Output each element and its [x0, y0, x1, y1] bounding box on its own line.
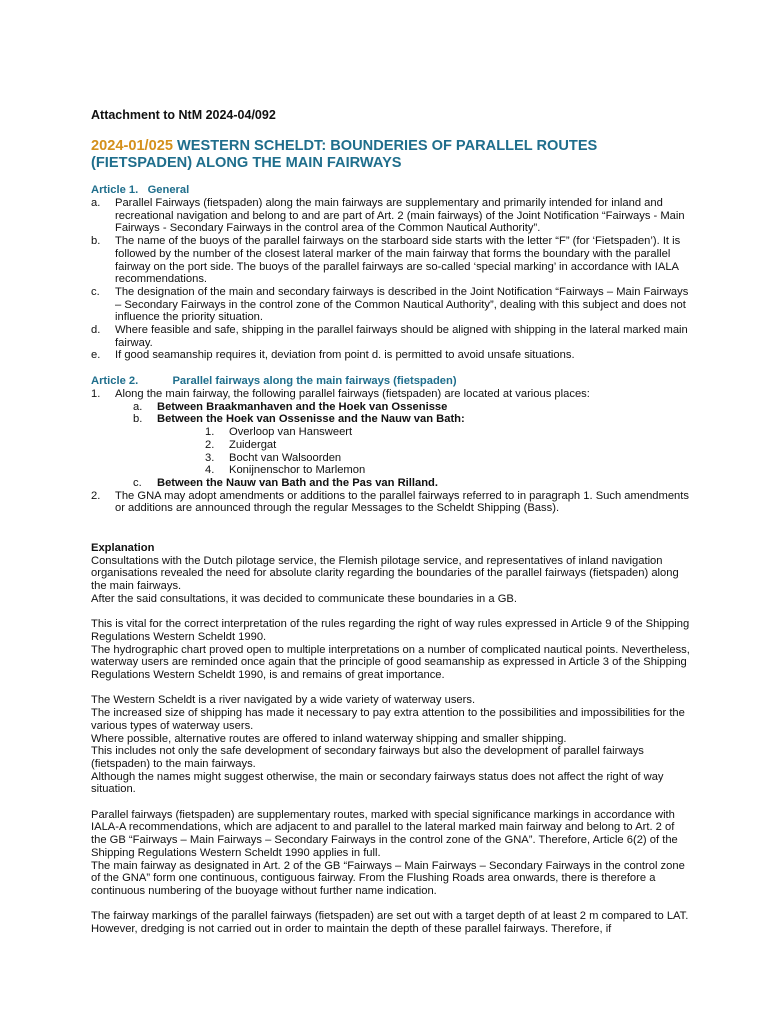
paragraph: Consultations with the Dutch pilotage service, the Flemish pilotage service, and representatives of inland navigation organisations revealed the need for absolute clarity regarding the boundaries of the parallel fairways (fietspaden) along the main fairways.: [91, 554, 679, 593]
list-item: 1. Overloop van Hansweert: [205, 426, 353, 439]
list-item: b. The name of the buoys of the parallel fairways on the starboard side starts with the letter “F” (for ‘Fietspaden’). It is followed by the number of the closest lateral marker of the main fairway that forms the boundary with the parallel fairway on the port side. The buoys of the parallel fairways are so-called ‘special marking’ in accordance with IALA recommendations.: [91, 235, 681, 286]
attachment-reference: Attachment to NtM 2024-04/092: [91, 108, 276, 122]
list-item: c. The designation of the main and secondary fairways is described in the Joint Notification “Fairways – Main Fairways – Secondary Fairways in the control zone of the Common Nautical Authority”, dealing with this subject and does not influence the priority situation.: [91, 285, 689, 324]
list-item: c. Between the Nauw van Bath and the Pas van Rilland.: [133, 476, 438, 489]
paragraph: Parallel fairways (fietspaden) are supplementary routes, marked with special significance markings in accordance with IALA-A recommendations, which are adjacent to and parallel to the lateral marked main fairway and belong to Art. 2 of the GB “Fairways – Main Fairways – Secondary Fairways in the control zone of the GNA”. Therefore, Article 6(2) of the Shipping Regulations Western Scheldt 1990 applies in full.: [91, 808, 678, 859]
article-2: [91, 375, 691, 515]
notice-title-text: WESTERN SCHELDT: BOUNDERIES OF PARALLEL ROUTES (FIETSPADEN) ALONG THE MAIN FAIRWAYS: [91, 138, 598, 171]
article-2-heading: Article 2. Parallel fairways along the main fairways (fietspaden): [91, 375, 457, 387]
list-item: e. If good seamanship requires it, deviation from point d. is permitted to avoid unsafe situations.: [91, 349, 575, 362]
notice-title: [91, 138, 691, 172]
paragraph: The Western Scheldt is a river navigated by a wide variety of waterway users.: [91, 694, 476, 707]
paragraph: The fairway markings of the parallel fairways (fietspaden) are set out with a target depth of at least 2 m compared to LAT. However, dredging is not carried out in order to maintain the depth of these parallel fairways. Therefore, if: [91, 910, 689, 936]
list-item: 4. Konijnenschor to Marlemon: [205, 464, 366, 477]
notice-number: 2024-01/025: [91, 138, 173, 154]
explanation-section: [91, 542, 691, 936]
list-item: b. Between the Hoek van Ossenisse and the Nauw van Bath:: [133, 413, 465, 426]
list-item: 2. The GNA may adopt amendments or additions to the parallel fairways referred to in paragraph 1. Such amendments or additions are announced through the regular Messages to the Scheldt Shipping (Bass).: [91, 489, 689, 515]
list-item: 1. Along the main fairway, the following parallel fairways (fietspaden) are located at various places:: [91, 388, 590, 400]
paragraph: The increased size of shipping has made it necessary to pay extra attention to the possibilities and impossibilities for the various types of waterway users.: [91, 707, 685, 732]
paragraph: This includes not only the safe development of secondary fairways but also the development of parallel fairways (fietspaden) to the main fairways.: [91, 745, 644, 770]
article-1: [91, 184, 691, 362]
paragraph: Where possible, alternative routes are offered to inland waterway shipping and smaller shipping.: [91, 732, 567, 745]
list-item: a. Between Braakmanhaven and the Hoek van Ossenisse: [133, 400, 448, 413]
list-item: 3. Bocht van Walsoorden: [205, 451, 342, 464]
paragraph: The hydrographic chart proved open to multiple interpretations on a number of complicated nautical points. Nevertheless, waterway users are reminded once again that the principle of good seamanship as expressed in Article 3 of the Shipping Regulations Western Scheldt 1990, is and remains of great importance.: [91, 643, 690, 682]
list-item: d. Where feasible and safe, shipping in the parallel fairways should be aligned with shipping in the lateral marked main fairway.: [91, 324, 688, 349]
explanation-heading: Explanation: [91, 542, 155, 554]
paragraph: Although the names might suggest otherwise, the main or secondary fairways status does not affect the right of way situation.: [91, 770, 664, 796]
article-1-heading: Article 1. General: [91, 184, 190, 196]
list-item: 2. Zuidergat: [205, 438, 277, 451]
paragraph: After the said consultations, it was decided to communicate these boundaries in a GB.: [91, 592, 517, 605]
paragraph: The main fairway as designated in Art. 2 of the GB “Fairways – Main Fairways – Secondary Fairways in the control zone of the GNA” form one continuous, contiguous fairway. From the Flushing Roads area onwards, there is therefore a continuous numbering of the buoyage without further name indication.: [91, 859, 685, 897]
list-item: a. Parallel Fairways (fietspaden) along the main fairways are supplementary and primarily intended for inland and recreational navigation and belong to and are part of Art. 2 (main fairways) of the Joint Notification “Fairways - Main Fairways - Secondary Fairways in the control area of the Common Nautical Authority”.: [91, 197, 685, 235]
paragraph: This is vital for the correct interpretation of the rules regarding the right of way rules expressed in Article 9 of the Shipping Regulations Western Scheldt 1990.: [91, 618, 690, 643]
